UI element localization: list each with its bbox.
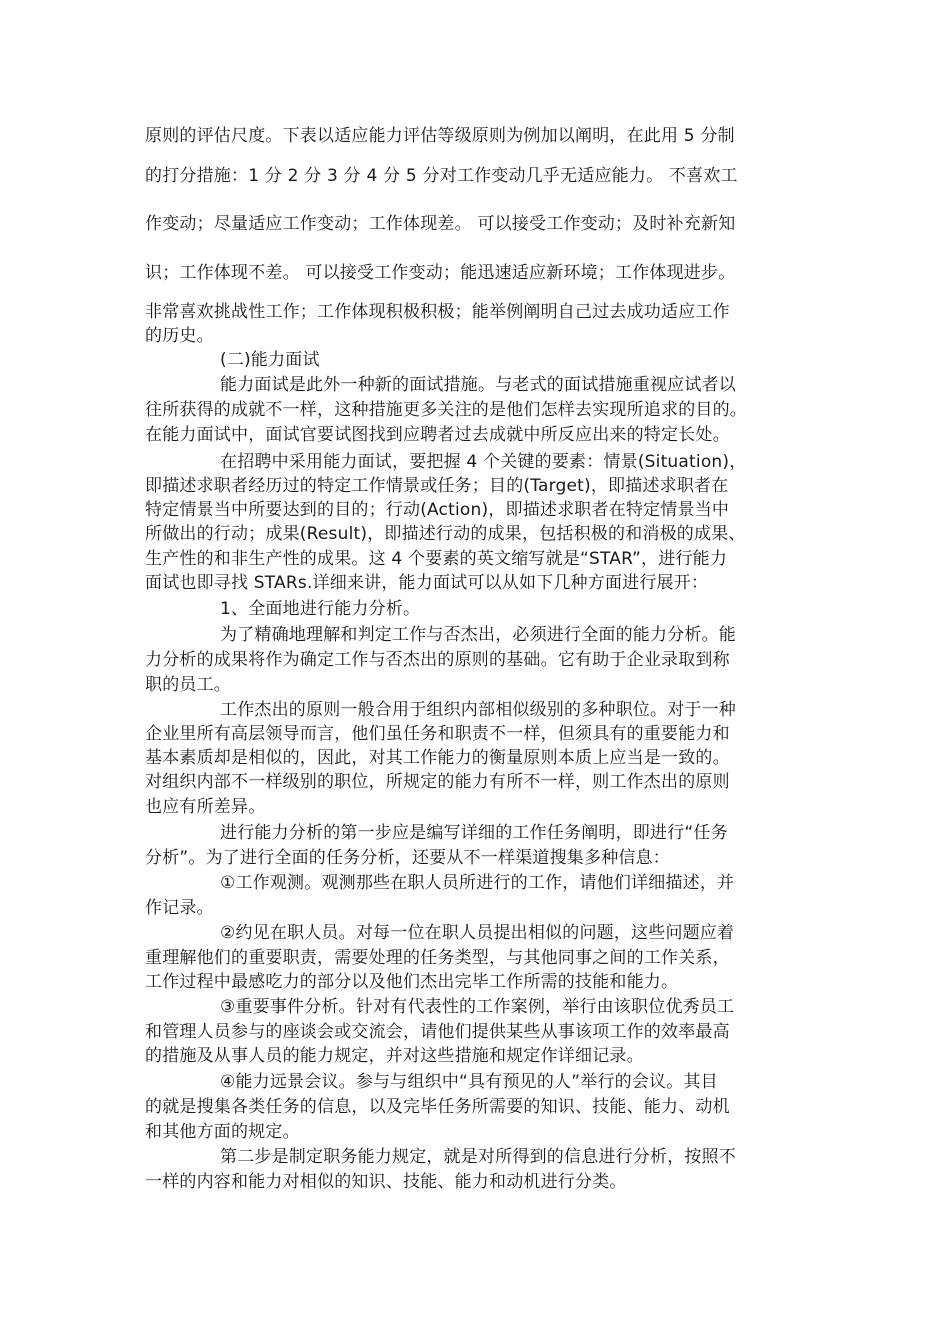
section-heading: 1、全面地进行能力分析。: [220, 599, 421, 619]
text-line: 一样的内容和能力对相似的知识、技能、能力和动机进行分类。: [145, 1172, 627, 1192]
text-line: 和管理人员参与的座谈会或交流会，请他们提供某些从事该项工作的效率最高: [145, 1022, 730, 1042]
text-line: 面试也即寻找 STARs.详细来讲，能力面试可以从如下几种方面进行展开：: [145, 573, 709, 593]
text-line: 的打分措施：1 分 2 分 3 分 4 分 5 分对工作变动几乎无适应能力。 不喜欢工: [145, 166, 738, 186]
text-line: 分析”。为了进行全面的任务分析，还要从不一样渠道搜集多种信息：: [145, 848, 671, 868]
list-item: ③重要事件分析。针对有代表性的工作案例，举行由该职位优秀员工: [220, 997, 735, 1017]
text-line: 非常喜欢挑战性工作；工作体现积极积极；能举例阐明自己过去成功适应工作: [145, 302, 730, 322]
list-item: ②约见在职人员。对每一位在职人员提出相似的问题，这些问题应着: [220, 923, 735, 943]
text-line: 也应有所差异。: [145, 797, 266, 817]
text-line: 特定情景当中所要达到的目的；行动(Action)，即描述求职者在特定情景当中: [145, 500, 730, 520]
text-line: 生产性的和非生产性的成果。这 4 个要素的英文缩写就是“STAR”，进行能力: [145, 549, 728, 569]
text-line: 重理解他们的重要职责，需要处理的任务类型，与其他同事之间的工作关系，: [145, 948, 730, 968]
text-line: 基本素质却是相似的，因此，对其工作能力的衡量原则本质上应当是一致的。: [145, 748, 730, 768]
text-line: 识；工作体现不差。 可以接受工作变动；能迅速适应新环境；工作体现进步。: [145, 263, 736, 283]
text-line: 为了精确地理解和判定工作与否杰出，必须进行全面的能力分析。能: [220, 625, 736, 645]
text-line: 工作杰出的原则一般合用于组织内部相似级别的多种职位。对于一种: [220, 700, 736, 720]
list-item: ④能力远景会议。参与与组织中“具有预见的人”举行的会议。其目: [220, 1072, 718, 1092]
text-line: 工作过程中最感吃力的部分以及他们杰出完毕工作所需的技能和能力。: [145, 972, 679, 992]
text-line: 企业里所有高层领导而言，他们虽任务和职责不一样，但须具有的重要能力和: [145, 724, 730, 744]
text-line: 进行能力分析的第一步应是编写详细的工作任务阐明，即进行“任务: [220, 823, 728, 843]
text-line: 的就是搜集各类任务的信息，以及完毕任务所需要的知识、技能、能力、动机: [145, 1097, 730, 1117]
section-heading: (二)能力面试: [220, 350, 320, 370]
text-line: 对组织内部不一样级别的职位，所规定的能力有所不一样，则工作杰出的原则: [145, 772, 730, 792]
text-line: 往所获得的成就不一样，这种措施更多关注的是他们怎样去实现所追求的目的。: [145, 400, 747, 420]
text-line: 和其他方面的规定。: [145, 1122, 300, 1142]
text-line: 在招聘中采用能力面试，要把握 4 个关键的要素：情景(Situation)，: [220, 452, 747, 472]
text-line: 第二步是制定职务能力规定，就是对所得到的信息进行分析，按照不: [220, 1147, 736, 1167]
text-line: 原则的评估尺度。下表以适应能力评估等级原则为例加以阐明，在此用 5 分制: [145, 126, 735, 146]
list-item: ①工作观测。观测那些在职人员所进行的工作，请他们详细描述，并: [220, 873, 735, 893]
text-line: 即描述求职者经历过的特定工作情景或任务；目的(Target)，即描述求职者在: [145, 476, 729, 496]
text-line: 职的员工。: [145, 675, 231, 695]
text-line: 的措施及从事人员的能力规定，并对这些措施和规定作详细记录。: [145, 1046, 644, 1066]
text-line: 能力面试是此外一种新的面试措施。与老式的面试措施重视应试者以: [220, 375, 736, 395]
text-line: 所做出的行动；成果(Result)，即描述行动的成果，包括积极的和消极的成果、: [145, 524, 746, 544]
text-line: 的历史。: [145, 326, 214, 346]
text-line: 在能力面试中，面试官要试图找到应聘者过去成就中所反应出来的特定长处。: [145, 425, 730, 445]
text-line: 力分析的成果将作为确定工作与否杰出的原则的基础。它有助于企业录取到称: [145, 650, 730, 670]
text-line: 作变动；尽量适应工作变动；工作体现差。 可以接受工作变动；及时补充新知: [145, 214, 736, 234]
text-line: 作记录。: [145, 898, 214, 918]
